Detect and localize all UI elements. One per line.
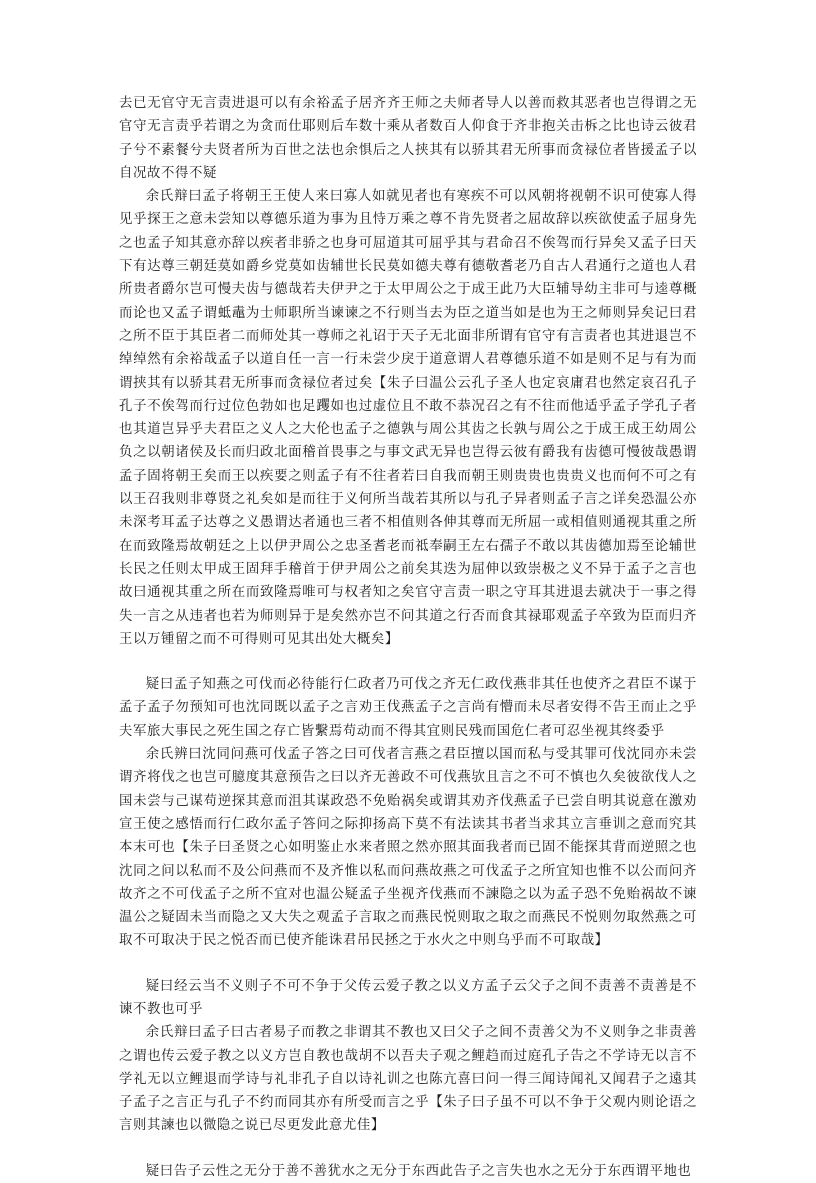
paragraph-4: 余氏辨曰沈同问燕可伐孟子答之曰可伐者言燕之君臣擅以国而私与受其罪可伐沈同亦未尝谓齐将伐之也岂可臆度其意预告之曰以齐无善政不可伐燕欤且言之不可不慎也久矣彼欲伐人之国未尝与己谋苟逆探其意而沮其谋政恐不免贻祸矣或谓其劝齐伐燕孟子已尝自明其说意在激劝宣王使之感悟而行仁政尔孟子答问之际抑扬高下莫不有法读其书者当求其立言垂训之意而究其本末可也【朱子曰圣贤之心如明鉴止水来者照之然亦照其面我者而已固不能探其背而逆照之也沈同之问以私而不及公问燕而不及齐惟以私而问燕故燕之可伐孟子之所宜知也惟不以公而问齐故齐之不可伐孟子之所不宜对也温公疑孟子坐视齐伐燕而不諫隐之以为孟子恐不免贻祸故不谏温公之疑固未当而隐之又大失之观孟子言取之而燕民悦则取之取之而燕民不悦则勿取然燕之可取不可取决于民之悦否而已使齐能诛君吊民拯之于水火之中则乌乎而不可取哉】 <box>119 747 697 949</box>
paragraph-gap <box>119 1138 697 1160</box>
paragraph-gap <box>119 651 697 673</box>
paragraph-3: 疑曰孟子知燕之可伐而必待能行仁政者乃可伐之齐无仁政伐燕非其任也使齐之君臣不谋于孟子孟子勿预知可也沈同既以孟子之言劝王伐燕孟子之言尚有懵而未尽者安得不告王而止之乎夫军旅大事民之死生国之存亡皆繫焉苟动而不得其宜则民残而国危仁者可忍坐视其终委乎 <box>119 677 697 739</box>
paragraph-1: 去已无官守无言责进退可以有余裕孟子居齐齐王师之夫师者导人以善而救其恶者也岂得谓之无官守无言责乎若谓之为贪而仕耶则后车数十乘从者数百人仰食于齐非抱关击柝之比也诗云彼君子兮不素餐兮夫贤者所为百世之法也余惧后之人挟其有以骄其君无所事而贪禄位者皆援孟子以自况故不得不疑 <box>119 96 697 181</box>
document-page <box>119 92 697 1183</box>
paragraph-2: 余氏辩曰孟子将朝王王使人来曰寡人如就见者也有寒疾不可以风朝将视朝不识可使寡人得见乎探王之意未尝知以尊德乐道为事为且恃万乘之尊不肯先贤者之屈故辞以疾欲使孟子屈身先之也孟子知其意亦辞以疾者非骄之也身可屈道其可屈乎其与君命召不俟驾而行异矣又孟子曰天下有达尊三朝廷莫如爵乡党莫如齿辅世长民莫如德夫尊有德敬耆老乃自古人君通行之道也人君所贵者爵尔岂可慢夫齿与德哉若夫伊尹之于太甲周公之于成王此乃大臣辅导幼主非可与逵尊概而论也又孟子谓蚳鼃为士师职所当谏谏之不行则当去为臣之道当如是也为王之师则异矣记曰君之所不臣于其臣者二而师处其一尊师之礼诏于天子无北面非所谓有官守有言责者也其进退岂不绰绰然有余裕哉孟子以道自任一言一行未尝少戾于道意谓人君尊德乐道不如是则不足与有为而谓挟其有以骄其君无所事而贪禄位者过矣【朱子曰温公云孔子圣人也定哀庸君也然定哀召孔子孔子不俟驾而行过位色勃如也足躩如也过虚位且不敢不恭况召之有不往而他适乎孟子学孔子者也其道岂异乎夫君臣之义人之大伦也孟子之德孰与周公其齿之长孰与周公之于成王成王幼周公负之以朝诸侯及长而归政北面稽首畏事之与事文武无异也岂得云彼有爵我有齿德可慢彼哉愚谓孟子固将朝王矣而王以疾要之则孟子有不往者若曰自我而朝王则贵贵也贵贵义也而何不可之有以王召我则非尊贤之礼矣如是而往于义何所当哉若其所以与孔子异者则孟子言之详矣恐温公亦未深考耳孟子达尊之义愚谓达者通也三者不相值则各伸其尊而无所屈一或相值则通视其重之所在而致隆焉故朝廷之上以伊尹周公之忠圣耆老而祗奉嗣王左右孺子不敢以其齿德加焉至论辅世长民之任则太甲成王固拜手稽首于伊尹周公之前矣其迭为屈伸以致崇极之义不异于孟子之言也故曰通视其重之所在而致隆焉唯可与权者知之矣官守言责一职之守耳其进退去就决于一事之得失一言之从违者也若为师则异于是矣然亦岂不问其道之行否而食其禄耶观孟子卒致为臣而归齐王以万锺留之而不可得则可见其出处大概矣】 <box>119 189 697 647</box>
paragraph-6: 余氏辩曰孟子曰古者易子而教之非谓其不教也又曰父子之间不责善父为不义则争之非责善之谓也传云爱子教之以义方岂自教也哉胡不以吾夫子观之鲤趋而过庭孔子告之不学诗无以言不学礼无以立鲤退而学诗与礼非孔子自以诗礼训之也陈亢喜曰问一得三闻诗闻礼又闻君子之遠其子孟子之言正与孔子不约而同其亦有所受而言之乎【朱子曰子虽不可以不争于父观内则论语之言则其諫也以微隐之说已尽更发此意尤佳】 <box>119 1025 697 1134</box>
paragraph-7: 疑曰告子云性之无分于善不善犹水之无分于东西此告子之言失也水之无分于东西谓平地也 <box>145 1163 692 1179</box>
paragraph-gap <box>119 953 697 975</box>
paragraph-5: 疑曰经云当不义则子不可不争于父传云爱子教之以义方孟子云父子之间不责善不责善是不谏不教也可乎 <box>119 978 697 1017</box>
